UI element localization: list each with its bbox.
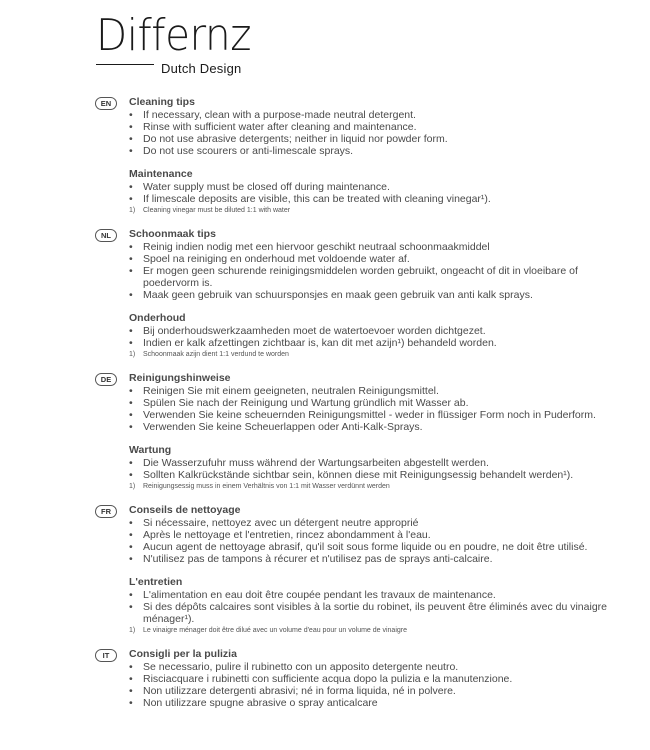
instruction-group xyxy=(129,444,635,493)
instruction-group xyxy=(129,168,635,217)
footnote-text: Reinigungsessig muss in einem Verhältnis von 1:1 mit Wasser verdünnt werden xyxy=(143,483,390,490)
group-title: Maintenance xyxy=(129,168,193,180)
list-item: • Verwenden Sie keine Scheuerlappen oder Anti-Kalk-Sprays. xyxy=(129,421,635,433)
bullet-list xyxy=(129,325,635,349)
bullet-list xyxy=(129,457,635,481)
list-item: • Après le nettoyage et l'entretien, rincez abondamment à l'eau. xyxy=(129,529,635,541)
bullet-list xyxy=(129,661,635,709)
footnote xyxy=(129,205,635,217)
footnote-number: 1) xyxy=(129,483,136,490)
bullet-list xyxy=(129,385,635,433)
group-title: Cleaning tips xyxy=(129,96,195,108)
language-section-it xyxy=(95,648,635,709)
bullet-list xyxy=(129,181,635,205)
footnote xyxy=(129,481,635,493)
instruction-group xyxy=(129,312,635,361)
list-item: • Indien er kalk afzettingen zichtbaar is, kan dit met azijn¹) behandeld worden. xyxy=(129,337,635,349)
list-item: • Do not use scourers or anti-limescale sprays. xyxy=(129,145,635,157)
list-item: • N'utilisez pas de tampons à récurer et n'utilisez pas de sprays anti-calcaire. xyxy=(129,553,635,565)
list-item: • Reinig indien nodig met een hiervoor geschikt neutraal schoonmaakmiddel xyxy=(129,241,635,253)
list-item: • Si nécessaire, nettoyez avec un détergent neutre approprié xyxy=(129,517,635,529)
language-badge: DE xyxy=(95,373,117,386)
instruction-group xyxy=(129,648,635,709)
group-title: Onderhoud xyxy=(129,312,186,324)
footnote-text: Schoonmaak azijn dient 1:1 verdund te worden xyxy=(143,351,289,358)
footnote-number: 1) xyxy=(129,627,136,634)
group-title: L'entretien xyxy=(129,576,183,588)
instruction-group xyxy=(129,576,635,637)
list-item: • If necessary, clean with a purpose-made neutral detergent. xyxy=(129,109,635,121)
instruction-group xyxy=(129,504,635,565)
bullet-list xyxy=(129,109,635,157)
language-section-en xyxy=(95,96,635,217)
list-item: • Rinse with sufficient water after cleaning and maintenance. xyxy=(129,121,635,133)
group-title: Conseils de nettoyage xyxy=(129,504,241,516)
instructions-content xyxy=(95,96,635,720)
instruction-group xyxy=(129,372,635,433)
list-item: • L'alimentation en eau doit être coupée pendant les travaux de maintenance. xyxy=(129,589,635,601)
bullet-list xyxy=(129,517,635,565)
footnote xyxy=(129,349,635,361)
list-item: • Verwenden Sie keine scheuernden Reinigungsmittel - weder in flüssiger Form noch in Puderform. xyxy=(129,409,635,421)
footnote-text: Cleaning vinegar must be diluted 1:1 with water xyxy=(143,207,291,214)
footnote xyxy=(129,625,635,637)
language-section-de xyxy=(95,372,635,493)
list-item: • Risciacquare i rubinetti con sufficiente acqua dopo la pulizia e la manutenzione. xyxy=(129,673,635,685)
logo-underline xyxy=(96,64,154,65)
bullet-list xyxy=(129,241,635,301)
instruction-group xyxy=(129,96,635,157)
list-item: • Maak geen gebruik van schuursponsjes en maak geen gebruik van anti kalk sprays. xyxy=(129,289,635,301)
list-item: • Non utilizzare detergenti abrasivi; né in forma liquida, né in polvere. xyxy=(129,685,635,697)
list-item: • Se necessario, pulire il rubinetto con un apposito detergente neutro. xyxy=(129,661,635,673)
group-title: Reinigungshinweise xyxy=(129,372,231,384)
language-badge: NL xyxy=(95,229,117,242)
list-item: • Water supply must be closed off during maintenance. xyxy=(129,181,635,193)
language-section-nl xyxy=(95,228,635,361)
language-badge: IT xyxy=(95,649,117,662)
language-section-fr xyxy=(95,504,635,637)
logo-tagline: Dutch Design xyxy=(161,61,242,76)
instruction-group xyxy=(129,228,635,301)
list-item: • Reinigen Sie mit einem geeigneten, neutralen Reinigungsmittel. xyxy=(129,385,635,397)
list-item: • Do not use abrasive detergents; neither in liquid nor powder form. xyxy=(129,133,635,145)
bullet-list xyxy=(129,589,635,625)
group-title: Schoonmaak tips xyxy=(129,228,216,240)
list-item: • Si des dépôts calcaires sont visibles à la sortie du robinet, ils peuvent être éliminés avec du vinaigre ménager¹). xyxy=(129,601,635,625)
list-item: • Non utilizzare spugne abrasive o spray anticalcare xyxy=(129,697,635,709)
list-item: • Aucun agent de nettoyage abrasif, qu'il soit sous forme liquide ou en poudre, ne doit être utilisé. xyxy=(129,541,635,553)
list-item: • Die Wasserzufuhr muss während der Wartungsarbeiten abgestellt werden. xyxy=(129,457,635,469)
list-item: • Sollten Kalkrückstände sichtbar sein, können diese mit Reinigungsessig behandelt werden¹). xyxy=(129,469,635,481)
group-title: Wartung xyxy=(129,444,172,456)
list-item: • Bij onderhoudswerkzaamheden moet de watertoevoer worden dichtgezet. xyxy=(129,325,635,337)
language-badge: EN xyxy=(95,97,117,110)
logo-wordmark: Differnz xyxy=(96,10,251,61)
language-badge: FR xyxy=(95,505,117,518)
list-item: • If limescale deposits are visible, this can be treated with cleaning vinegar¹). xyxy=(129,193,635,205)
footnote-text: Le vinaigre ménager doit être dilué avec un volume d'eau pour un volume de vinaigre xyxy=(143,627,408,634)
brand-logo xyxy=(96,12,256,78)
list-item: • Er mogen geen schurende reinigingsmiddelen worden gebruikt, ongeacht of dit in vloeibare of poedervorm is. xyxy=(129,265,635,289)
list-item: • Spoel na reiniging en onderhoud met voldoende water af. xyxy=(129,253,635,265)
list-item: • Spülen Sie nach der Reinigung und Wartung gründlich mit Wasser ab. xyxy=(129,397,635,409)
footnote-number: 1) xyxy=(129,207,136,214)
group-title: Consigli per la pulizia xyxy=(129,648,237,660)
footnote-number: 1) xyxy=(129,351,136,358)
